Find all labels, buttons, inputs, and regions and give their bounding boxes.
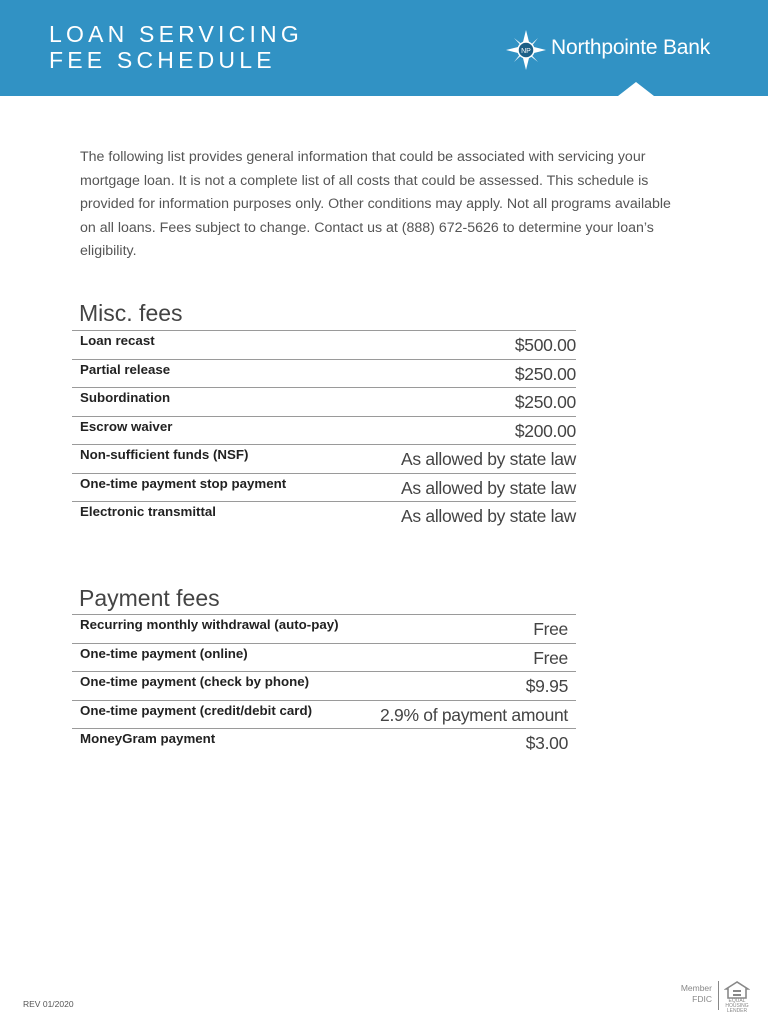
page-title xyxy=(49,21,303,73)
fdic-badge xyxy=(672,983,712,1005)
fee-label: Electronic transmittal xyxy=(80,504,216,519)
fee-label: Subordination xyxy=(80,390,171,405)
fee-value: $3.00 xyxy=(525,733,568,753)
intro-paragraph: The following list provides general information that could be associated with servicing your mortgage loan. It is not a complete list of all costs that could be assessed. This schedule is provided for information purposes only. Other conditions may apply. Not all programs available on all loans. Fees subject to change. Contact us at (888) 672-5626 to determine your loan’s eligibility. xyxy=(80,149,671,259)
payment-fees-table xyxy=(72,614,576,757)
fee-value: $200.00 xyxy=(514,420,576,441)
misc-fee-row xyxy=(72,360,576,389)
misc-fee-row xyxy=(72,474,576,503)
fee-value: Free xyxy=(533,647,568,668)
fee-label: One-time payment (credit/debit card) xyxy=(80,702,313,718)
title-line-1: LOAN SERVICING xyxy=(49,21,303,47)
misc-fees-title: Misc. fees xyxy=(79,300,183,326)
fee-label: Loan recast xyxy=(80,333,155,348)
misc-fee-row xyxy=(72,502,576,530)
title-line-2: FEE SCHEDULE xyxy=(49,47,276,73)
payment-fee-row xyxy=(72,644,576,673)
fee-label: One-time payment (check by phone) xyxy=(80,674,310,689)
fee-label: One-time payment stop payment xyxy=(80,475,287,491)
fdic-line-2: FDIC xyxy=(692,994,712,1004)
fee-label: Partial release xyxy=(80,361,171,377)
fee-label: Non-sufficient funds (NSF) xyxy=(80,447,249,462)
header-notch xyxy=(618,82,654,96)
fee-value: As allowed by state law xyxy=(401,477,576,498)
fdic-line-1: Member xyxy=(680,983,712,993)
ehl-line-2: LENDER xyxy=(726,1008,748,1014)
fee-value: Free xyxy=(533,619,568,639)
ehl-caption xyxy=(724,999,750,1014)
payment-fee-row xyxy=(72,615,576,644)
fee-value: $9.95 xyxy=(525,676,568,696)
misc-fee-row xyxy=(72,331,576,360)
ehl-line-1: EQUAL HOUSING xyxy=(725,998,749,1009)
revision-label: REV 01/2020 xyxy=(23,999,74,1009)
logo-monogram: NP xyxy=(521,48,531,55)
misc-fees-table xyxy=(72,330,576,530)
bank-name: Northpointe Bank xyxy=(551,36,711,59)
payment-fee-row xyxy=(72,729,576,757)
fee-value: $500.00 xyxy=(514,335,576,355)
equal-housing-lender-badge xyxy=(724,981,750,1014)
payment-fee-row xyxy=(72,701,576,730)
fee-label: MoneyGram payment xyxy=(80,731,216,746)
fee-label: Escrow waiver xyxy=(80,418,173,434)
fee-label: One-time payment (online) xyxy=(80,645,248,661)
equal-housing-icon xyxy=(724,981,750,999)
fee-value: $250.00 xyxy=(514,363,576,384)
compass-icon xyxy=(506,30,546,70)
fee-value: As allowed by state law xyxy=(401,449,576,469)
payment-fee-row xyxy=(72,672,576,701)
misc-fee-row xyxy=(72,417,576,446)
misc-fee-row xyxy=(72,388,576,417)
fee-value: As allowed by state law xyxy=(401,506,576,526)
misc-fee-row xyxy=(72,445,576,474)
fee-value: $250.00 xyxy=(514,392,576,412)
payment-fees-title: Payment fees xyxy=(79,585,220,611)
footer-divider xyxy=(718,981,719,1010)
fee-label: Recurring monthly withdrawal (auto-pay) xyxy=(80,617,339,632)
fee-value: 2.9% of payment amount xyxy=(380,704,568,725)
